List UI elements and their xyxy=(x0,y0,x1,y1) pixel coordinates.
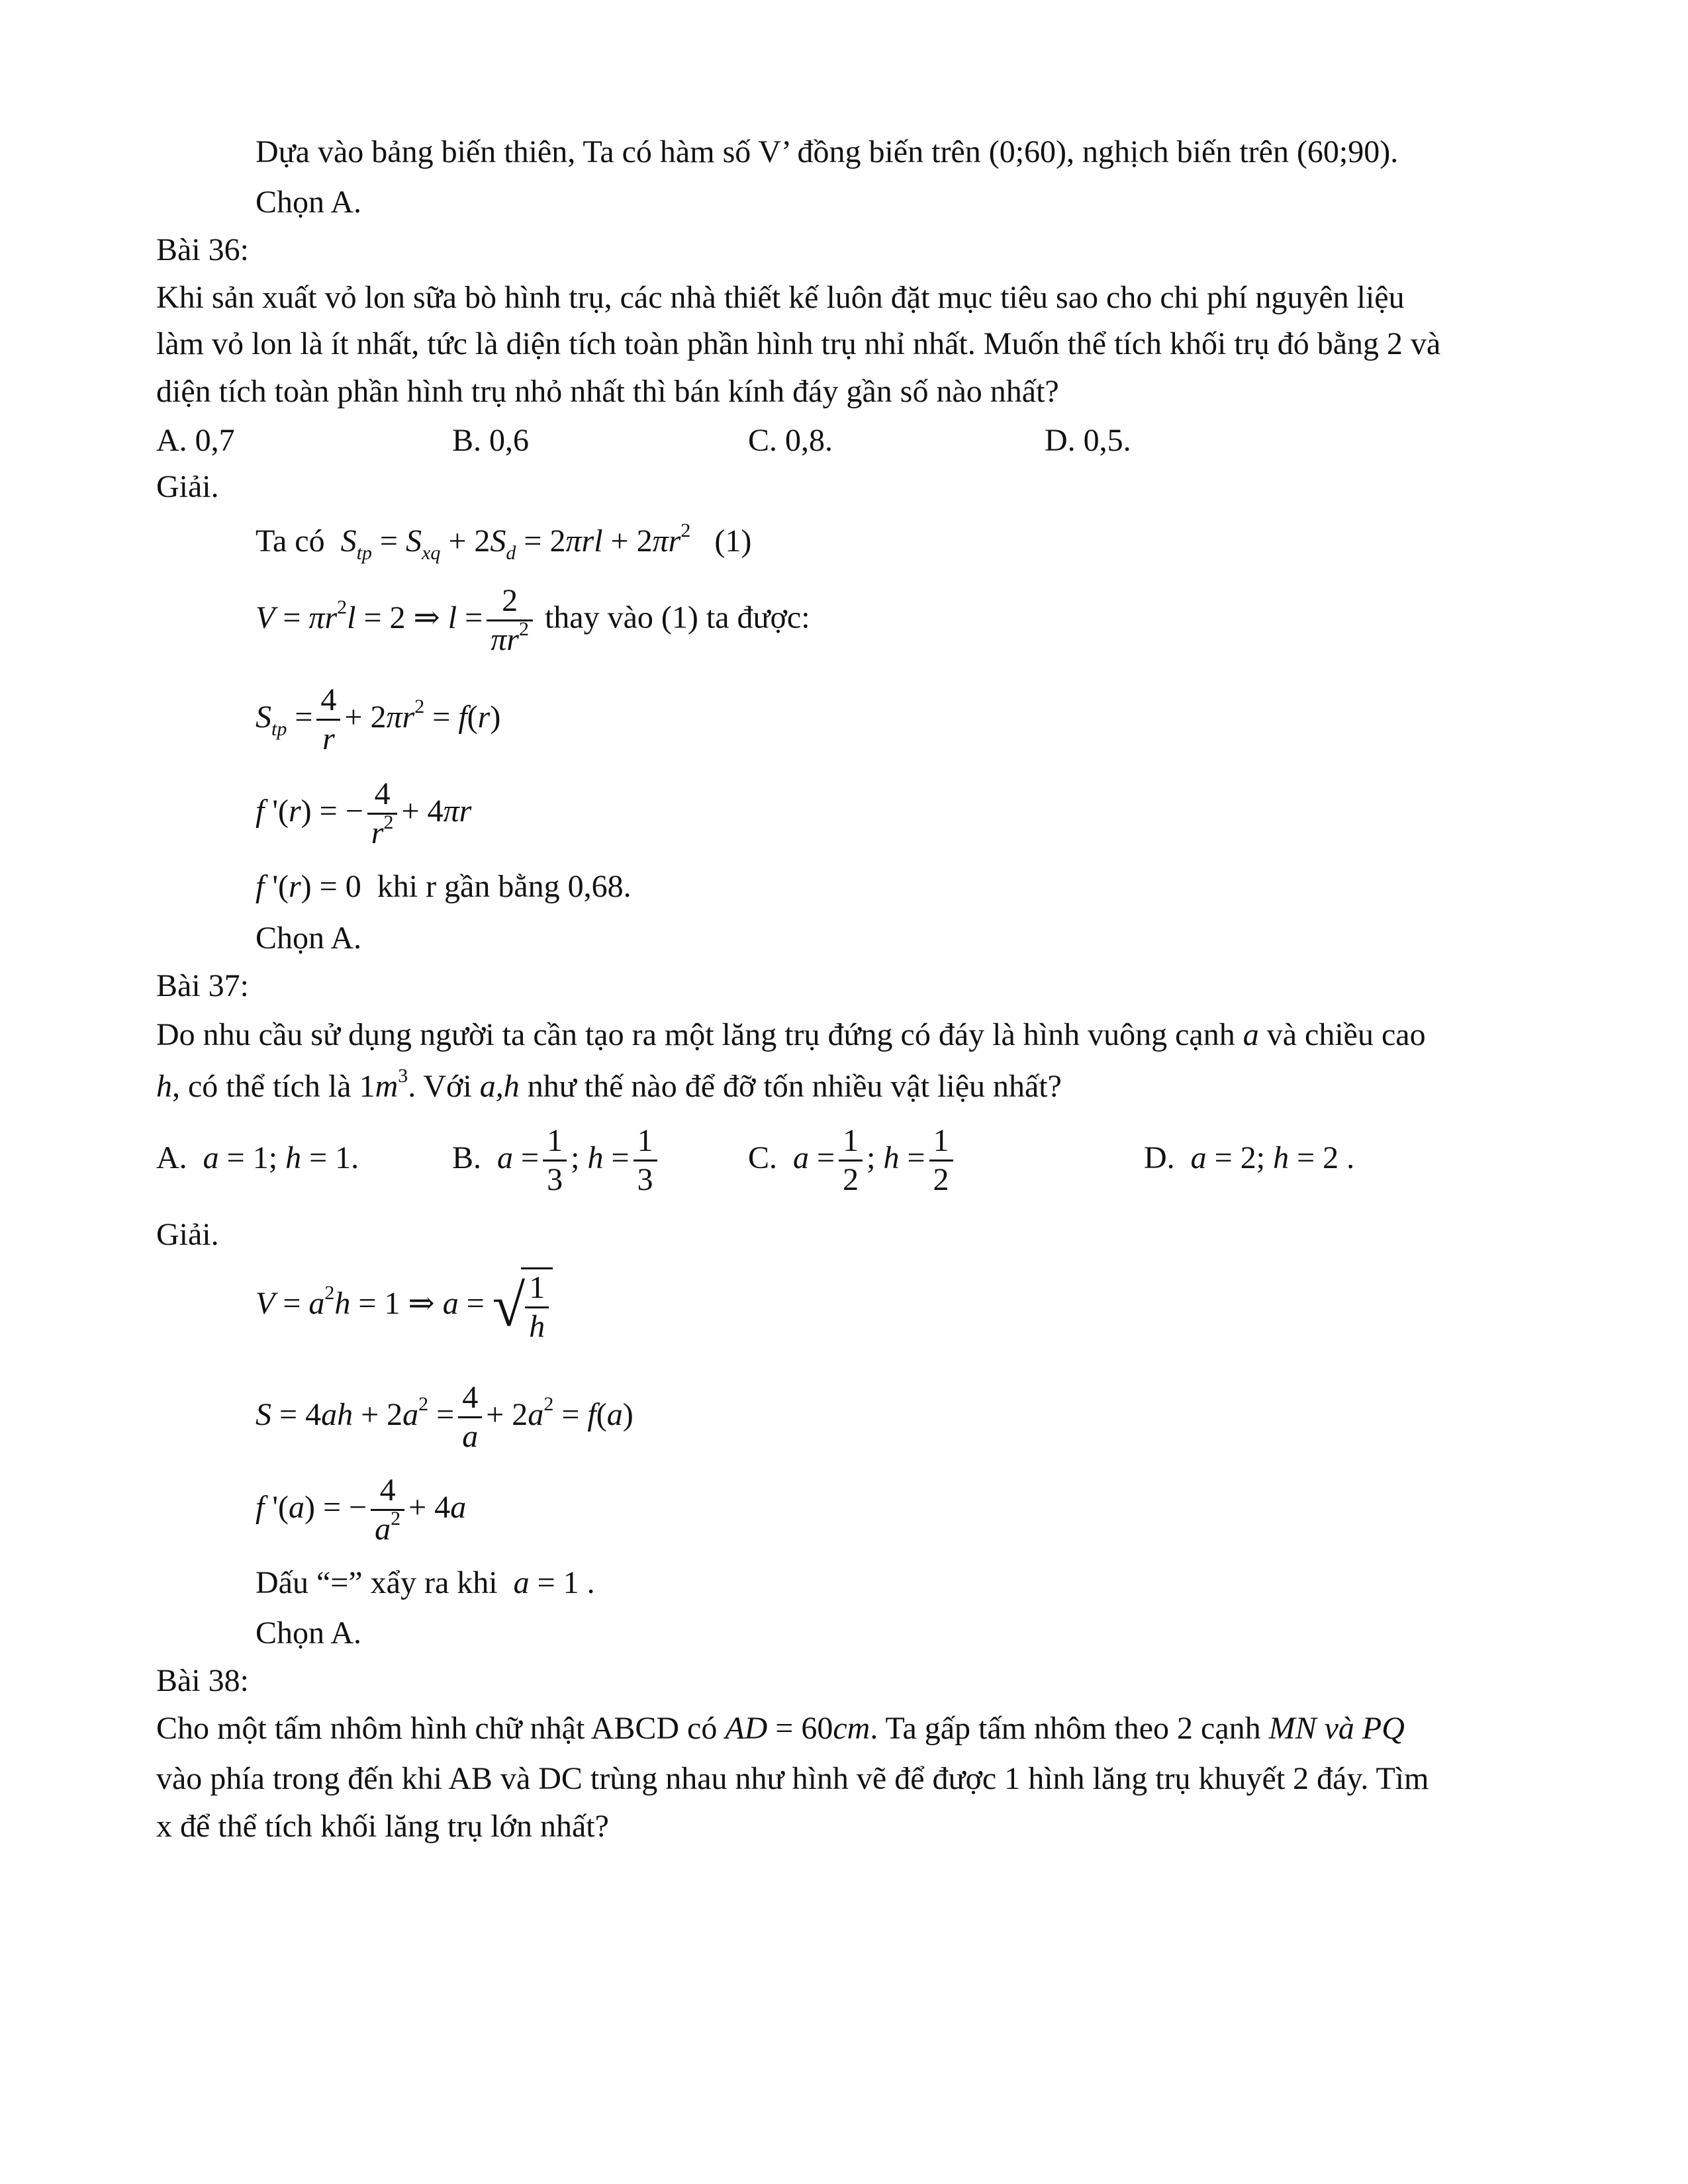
bai36-step-3 xyxy=(256,682,500,758)
bai36-formula-derivative: f '(r) = − $\frac{4}{r^2}$ + 4πr xyxy=(256,776,472,850)
bai37-step-2 xyxy=(256,1379,633,1455)
bai36-title: Bài 36: xyxy=(156,232,249,267)
bai37-chon: Chọn A. xyxy=(256,1615,362,1651)
bai37-q1-tail: và chiều cao xyxy=(1266,1017,1426,1052)
bai37-q2-tail: như thế nào để đỡ tốn nhiều vật liệu nhất? xyxy=(527,1069,1062,1104)
bai37-dau-prefix: Dấu “=” xẩy ra khi xyxy=(256,1565,498,1600)
bai37-q2-var: h xyxy=(156,1069,172,1104)
bai38-q1-prefix: Cho một tấm nhôm hình chữ nhật ABCD có xyxy=(156,1711,718,1746)
bai37-formula-derivative: f '(a) = − $\frac{4}{a^2}$ + 4a xyxy=(256,1473,467,1547)
bai37-step-1 xyxy=(256,1267,553,1346)
bai36-step-4 xyxy=(256,776,471,852)
bai38-q1-mid: . Ta gấp tấm nhôm theo 2 cạnh xyxy=(870,1711,1261,1746)
bai38-question-line-2: vào phía trong đến khi AB và DC trùng nhau như hình vẽ để được 1 hình lăng trụ khuyết 2 đáy. Tìm xyxy=(156,1761,1429,1796)
bai37-q1-var: a xyxy=(1243,1017,1259,1052)
intro-line-1: Dựa vào bảng biến thiên, Ta có hàm số V’ đồng biến trên (0;60), nghịch biến trên (60;90). xyxy=(256,134,1399,169)
bai37-option-d xyxy=(1144,1137,1354,1179)
bai37-option-b-formula: a = $\frac{1}{3}$ ; h = $\frac{1}{3}$ xyxy=(489,1140,661,1175)
bai38-formula-ad: AD = 60cm xyxy=(725,1711,870,1746)
bai37-option-d-label: D. xyxy=(1144,1140,1175,1175)
bai37-title: Bài 37: xyxy=(156,968,249,1003)
bai38-q1-tail: MN và PQ xyxy=(1268,1711,1405,1746)
bai37-q2-mid2: . Với xyxy=(408,1069,472,1104)
bai37-option-a-formula: a = 1; h = 1. xyxy=(203,1140,359,1175)
bai37-option-a xyxy=(156,1137,359,1179)
bai36-formula-f: $S_{tp}$ = $\frac{4}{r}$ + $2\pi r^2 = f(r)$ xyxy=(256,682,501,756)
bai36-giai: Giải. xyxy=(156,469,219,504)
bai36-question-line-3: diện tích toàn phần hình trụ nhỏ nhất thì bán kính đáy gần số nào nhất? xyxy=(156,374,1059,409)
bai36-option-c: C. 0,8. xyxy=(748,423,833,458)
bai37-option-d-formula: a = 2; h = 2 . xyxy=(1190,1140,1355,1175)
bai37-volume-unit: $1m^3$ xyxy=(359,1065,408,1104)
bai37-option-c-label: C. xyxy=(748,1140,778,1175)
bai36-step-1 xyxy=(256,520,751,563)
bai37-q2-mid: , có thể tích là xyxy=(172,1069,352,1104)
bai36-step-1-prefix: Ta có xyxy=(256,523,325,559)
bai36-option-a: A. 0,7 xyxy=(156,423,235,458)
bai36-chon: Chọn A. xyxy=(256,921,362,956)
bai37-option-c xyxy=(748,1116,957,1201)
bai37-option-a-label: A. xyxy=(156,1140,187,1175)
bai38-question-line-1 xyxy=(156,1707,1405,1750)
bai37-step-4 xyxy=(256,1562,595,1604)
bai37-formula-volume: $V = a^2h = 1$ ⇒ a = √ $\frac{1}{h}$ xyxy=(256,1286,553,1321)
bai36-step-1-tail: (1) xyxy=(714,523,752,559)
bai37-question-line-2 xyxy=(156,1066,1062,1108)
bai36-step-5 xyxy=(256,866,632,908)
bai36-step-2 xyxy=(256,582,810,659)
bai36-formula-volume: $V = \pi r^2l = 2$ ⇒ l = $\frac{2}{\pi r^2}$ xyxy=(256,600,537,635)
bai36-question-line-1: Khi sản xuất vỏ lon sữa bò hình trụ, các nhà thiết kế luôn đặt mục tiêu sao cho chi phí nguyên liệu xyxy=(156,280,1405,315)
bai36-step-5-tail: khi r gần bằng 0,68. xyxy=(377,869,632,904)
bai36-formula-stp: $S_{tp} = S_{xq} + 2S_d = 2\pi rl + 2\pi r^2$ xyxy=(340,520,691,564)
bai36-step-2-tail: thay vào (1) ta được: xyxy=(544,600,810,635)
bai37-formula-surface: $S = 4ah + 2a^2$ = $\frac{4}{a}$ + $2a^2 = f(a)$ xyxy=(256,1380,633,1454)
bai36-question-line-2: làm vỏ lon là ít nhất, tức là diện tích toàn phần hình trụ nhỉ nhất. Muốn thể tích khối trụ đó bằng 2 và xyxy=(156,326,1441,361)
bai38-title: Bài 38: xyxy=(156,1663,249,1698)
intro-line-2: Chọn A. xyxy=(256,185,362,220)
bai37-option-b xyxy=(452,1116,661,1201)
bai36-option-d: D. 0,5. xyxy=(1045,423,1131,458)
bai37-formula-equality: a = 1 . xyxy=(513,1565,595,1600)
bai37-q2-vars: a,h xyxy=(479,1069,520,1104)
bai37-step-3 xyxy=(256,1472,466,1548)
bai36-formula-zero: f '(r) = 0 xyxy=(256,869,369,904)
bai37-giai: Giải. xyxy=(156,1217,219,1252)
bai36-option-b: B. 0,6 xyxy=(452,423,530,458)
bai37-question-line-1 xyxy=(156,1014,1426,1056)
bai37-q1-text: Do nhu cầu sử dụng người ta cần tạo ra một lăng trụ đứng có đáy là hình vuông cạnh xyxy=(156,1017,1235,1052)
bai38-question-line-3: x để thể tích khối lăng trụ lớn nhất? xyxy=(156,1809,609,1844)
bai37-option-b-label: B. xyxy=(452,1140,482,1175)
bai37-option-c-formula: a = $\frac{1}{2}$ ; h = $\frac{1}{2}$ xyxy=(785,1140,957,1175)
